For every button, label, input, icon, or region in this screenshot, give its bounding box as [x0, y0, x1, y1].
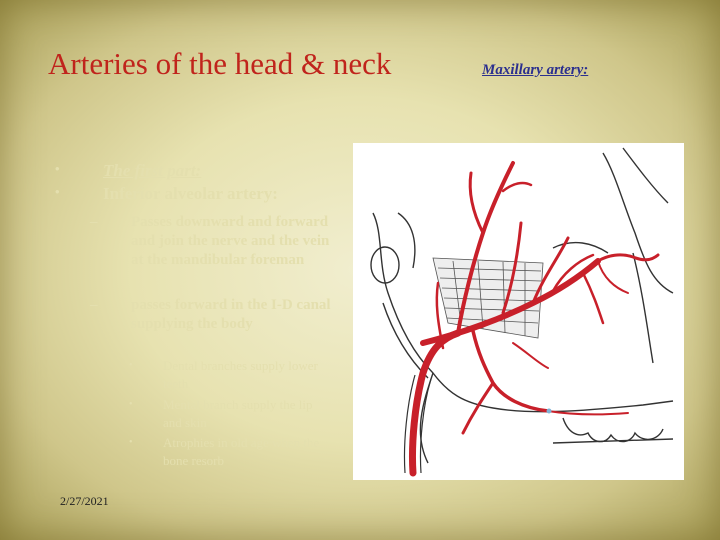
- detail-text: Dental branches supply lower teeth: [163, 358, 318, 391]
- slide-date: 2/27/2021: [60, 494, 109, 508]
- bullet-text: The first part:: [103, 161, 202, 180]
- detail-text: Atrophies in old age when the bone resorb: [163, 435, 320, 468]
- slide-title: Arteries of the head & neck: [48, 46, 392, 81]
- sub-bullet-marker: –: [90, 297, 98, 313]
- detail-marker: •: [129, 399, 133, 410]
- detail-text: Mental branch supply the lip and skin: [163, 397, 313, 430]
- sub-bullet-text: passes forward in the I-D canal supplying the body: [131, 297, 331, 332]
- sub-bullet-text: Passes downward and forward and join the nerve and the vein at the mandibular foreman: [131, 214, 330, 268]
- bullet-marker: •: [55, 161, 60, 176]
- detail-marker: •: [129, 437, 133, 448]
- detail-marker: •: [129, 360, 133, 371]
- sub-bullet-marker: –: [90, 214, 98, 230]
- slide-subtitle: Maxillary artery:: [482, 62, 589, 78]
- bullet-marker: •: [55, 184, 60, 199]
- maxillary-artery-illustration: [353, 143, 684, 480]
- artery-diagram: [353, 143, 684, 480]
- mental-foramen-dot: [547, 409, 552, 414]
- muscle-hatching: [433, 258, 543, 338]
- bullet-text: Inferior alveolar artery:: [103, 184, 278, 203]
